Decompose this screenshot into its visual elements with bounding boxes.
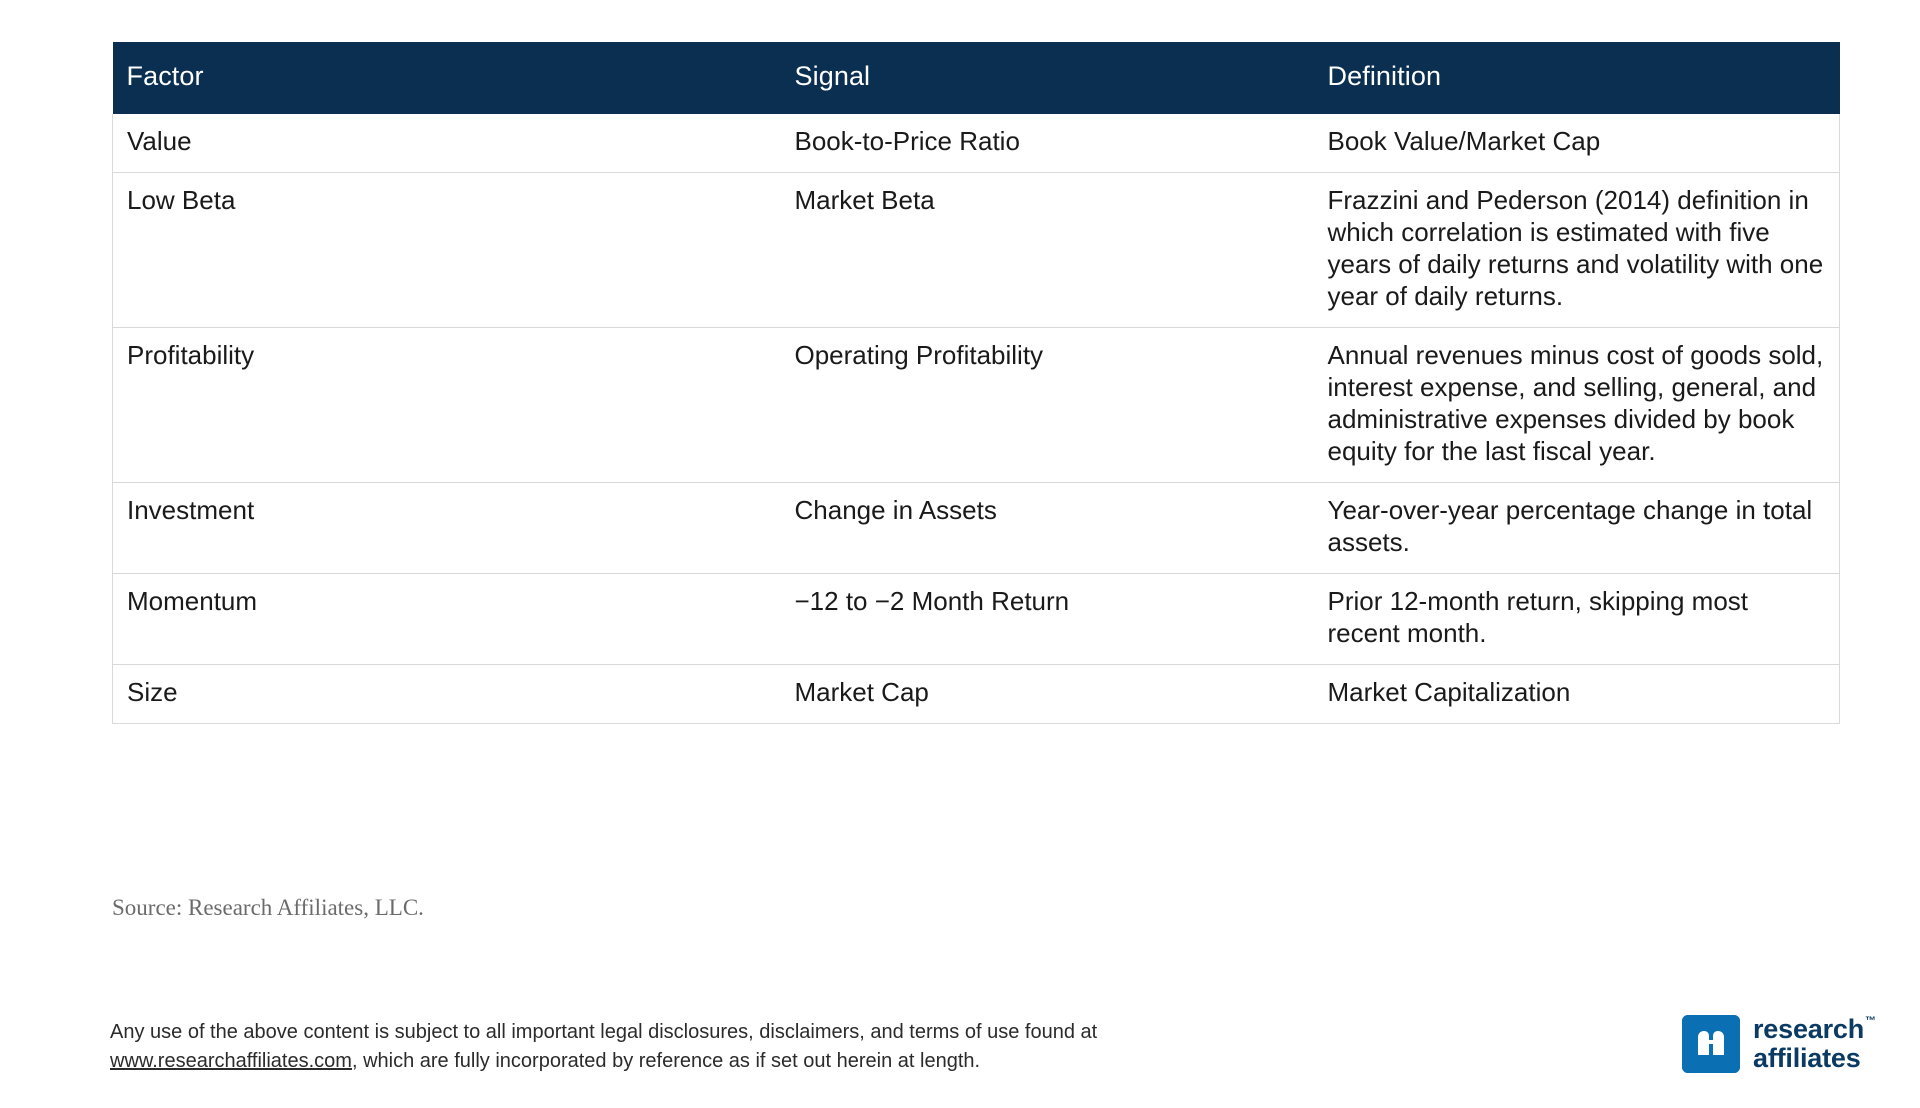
cell-definition: Market Capitalization	[1314, 664, 1840, 723]
cell-definition: Book Value/Market Cap	[1314, 114, 1840, 172]
column-header-factor: Factor	[113, 42, 781, 114]
table-row	[113, 172, 1840, 327]
cell-definition: Prior 12-month return, skipping most recent month.	[1314, 573, 1840, 664]
table-row	[113, 573, 1840, 664]
cell-factor: Value	[113, 114, 781, 172]
trademark-symbol: ™	[1865, 1015, 1876, 1027]
cell-signal: Market Beta	[781, 172, 1314, 327]
column-header-signal: Signal	[781, 42, 1314, 114]
disclaimer-text-after: , which are fully incorporated by reference as if set out herein at length.	[351, 1050, 981, 1072]
cell-factor: Size	[113, 664, 781, 723]
cell-factor: Profitability	[113, 327, 781, 482]
table-header	[113, 42, 1840, 114]
disclaimer-text-before: Any use of the above content is subject to all important legal disclosures, disclaimers, and terms of use found at	[110, 1021, 1098, 1043]
table-row	[113, 482, 1840, 573]
legal-disclaimer	[110, 1018, 1290, 1076]
cell-definition: Annual revenues minus cost of goods sold, interest expense, and selling, general, and administrative expenses divided by book equity for the last fiscal year.	[1314, 327, 1840, 482]
logo-mark-icon	[1682, 1015, 1740, 1073]
factor-table-container	[112, 42, 1840, 724]
cell-signal: Market Cap	[781, 664, 1314, 723]
cell-factor: Momentum	[113, 573, 781, 664]
source-note: Source: Research Affiliates, LLC.	[112, 895, 424, 920]
factor-definitions-table	[112, 42, 1840, 724]
cell-definition: Frazzini and Pederson (2014) definition in which correlation is estimated with five years of daily returns and volatility with one year of daily returns.	[1314, 172, 1840, 327]
table-row	[113, 327, 1840, 482]
cell-factor: Investment	[113, 482, 781, 573]
cell-signal: Operating Profitability	[781, 327, 1314, 482]
cell-signal: Book-to-Price Ratio	[781, 114, 1314, 172]
logo-wordmark	[1753, 1014, 1876, 1073]
logo-line-2: affiliates	[1753, 1043, 1861, 1073]
cell-signal: Change in Assets	[781, 482, 1314, 573]
logo-line-1: research	[1753, 1014, 1864, 1044]
cell-factor: Low Beta	[113, 172, 781, 327]
table-row	[113, 664, 1840, 723]
disclaimer-link[interactable]: www.researchaffiliates.com	[110, 1050, 352, 1072]
table-header-row	[113, 42, 1840, 114]
research-affiliates-logo	[1682, 1014, 1876, 1073]
column-header-definition: Definition	[1314, 42, 1840, 114]
table-body	[113, 114, 1840, 723]
cell-signal: −12 to −2 Month Return	[781, 573, 1314, 664]
cell-definition: Year-over-year percentage change in total assets.	[1314, 482, 1840, 573]
table-row	[113, 114, 1840, 172]
